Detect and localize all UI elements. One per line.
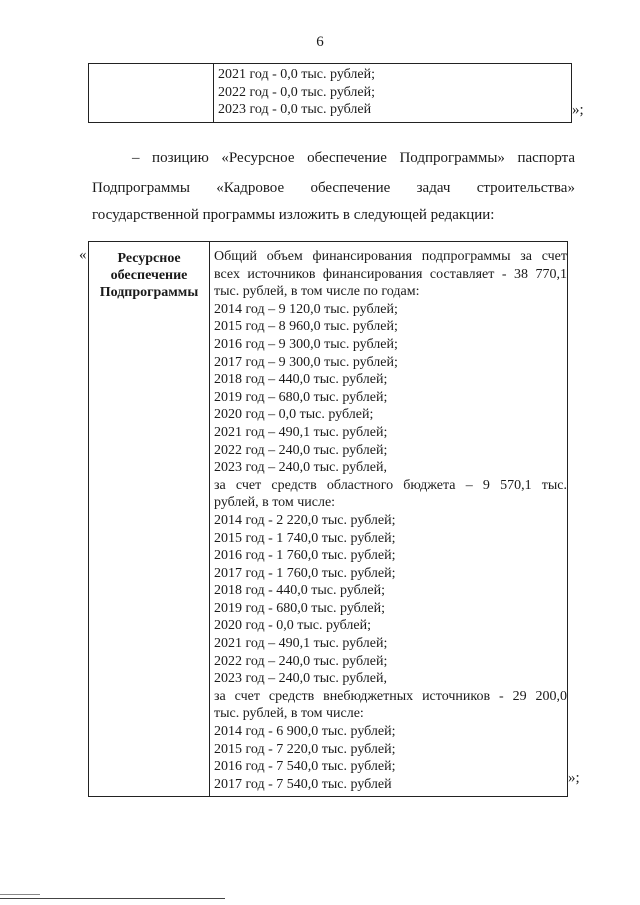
paragraph-word: обеспечение: [307, 150, 387, 166]
text-line: 2016 год - 1 760,0 тыс. рублей;: [214, 548, 396, 564]
text-line: Общий объем финансирования подпрограммы за счет: [214, 249, 567, 264]
text-line: 2021 год - 0,0 тыс. рублей;: [218, 67, 376, 82]
text-line: 2023 год - 0,0 тыс. рублей: [218, 102, 372, 118]
continuation-table-content-cell: [214, 64, 572, 123]
text-line: 2015 год - 7 220,0 тыс. рублей;: [214, 741, 396, 757]
text-line: 2014 год – 9 120,0 тыс. рублей;: [214, 301, 398, 317]
resource-table-content-cell: [210, 242, 568, 797]
text-line: 2020 год – 0,0 тыс. рублей;: [214, 407, 374, 423]
text-line: 2023 год – 240,0 тыс. рублей,: [214, 671, 387, 687]
text-line: 2021 год – 490,1 тыс. рублей;: [214, 636, 388, 652]
text-line: 2019 год - 680,0 тыс. рублей;: [214, 600, 386, 616]
text-line: за счет средств внебюджетных источников - 29 200,0: [214, 688, 567, 704]
header-line: Подпрограммы: [99, 285, 199, 300]
text-line: 2015 год – 8 960,0 тыс. рублей;: [214, 319, 398, 335]
text-line: 2018 год – 440,0 тыс. рублей;: [214, 372, 388, 388]
continuation-table-empty-cell: [89, 64, 214, 123]
text-line: 2020 год - 0,0 тыс. рублей;: [214, 618, 372, 634]
text-line: тыс. рублей, в том числе:: [214, 706, 364, 722]
text-line: 2016 год – 9 300,0 тыс. рублей;: [214, 336, 398, 352]
paragraph-word: –: [132, 150, 140, 166]
text-line: тыс. рублей, в том числе по годам:: [214, 284, 420, 300]
footer-mark: [0, 894, 40, 895]
text-line: 2022 год – 240,0 тыс. рублей;: [214, 653, 388, 669]
text-line: 2018 год - 440,0 тыс. рублей;: [214, 583, 386, 599]
text-line: 2023 год – 240,0 тыс. рублей,: [214, 460, 387, 476]
text-line: 2022 год – 240,0 тыс. рублей;: [214, 442, 388, 458]
text-line: 2021 год – 490,1 тыс. рублей;: [214, 424, 388, 440]
paragraph-word: обеспечение: [310, 180, 391, 196]
closing-quote-2: »;: [568, 770, 580, 786]
continuation-table: [88, 63, 572, 123]
text-line: 2019 год – 680,0 тыс. рублей;: [214, 389, 388, 405]
opening-quote: «: [79, 247, 87, 263]
closing-quote-1: »;: [572, 102, 584, 118]
text-line: 2014 год - 6 900,0 тыс. рублей;: [214, 724, 396, 740]
footnote-divider: [0, 898, 225, 899]
text-line: 2015 год - 1 740,0 тыс. рублей;: [214, 530, 396, 546]
text-line: рублей, в том числе:: [214, 495, 336, 511]
resource-table-header-cell: [89, 242, 210, 797]
paragraph-word: паспорта: [517, 150, 576, 166]
paragraph-word: «Кадровое: [216, 180, 285, 196]
text-line: 2016 год - 7 540,0 тыс. рублей;: [214, 759, 396, 775]
text-line: 2017 год - 7 540,0 тыс. рублей: [214, 776, 392, 792]
paragraph-word: задач: [416, 180, 451, 196]
text-line: 2017 год – 9 300,0 тыс. рублей;: [214, 354, 398, 370]
page-number: 6: [316, 34, 324, 50]
header-line: Ресурсное: [117, 251, 181, 266]
paragraph-word: «Ресурсное: [221, 150, 295, 166]
paragraph-word: Подпрограммы: [92, 180, 190, 196]
text-line: за счет средств областного бюджета – 9 570,1 тыс.: [214, 477, 567, 493]
text-line: 2014 год - 2 220,0 тыс. рублей;: [214, 512, 396, 528]
text-line: всех источников финансирования составляет - 38 770,1: [214, 266, 567, 282]
header-line: обеспечение: [110, 268, 188, 283]
paragraph-word: позицию: [152, 150, 209, 166]
text-line: 2022 год - 0,0 тыс. рублей;: [218, 84, 376, 100]
paragraph-line-2: [92, 173, 575, 203]
text-line: 2017 год - 1 760,0 тыс. рублей;: [214, 565, 396, 581]
paragraph-word: Подпрограммы»: [399, 150, 505, 166]
paragraph-word: строительства»: [476, 180, 575, 196]
resource-table: [88, 241, 568, 797]
paragraph-line-1: [92, 143, 575, 173]
paragraph-line-3: государственной программы изложить в следующей редакции:: [92, 207, 495, 223]
